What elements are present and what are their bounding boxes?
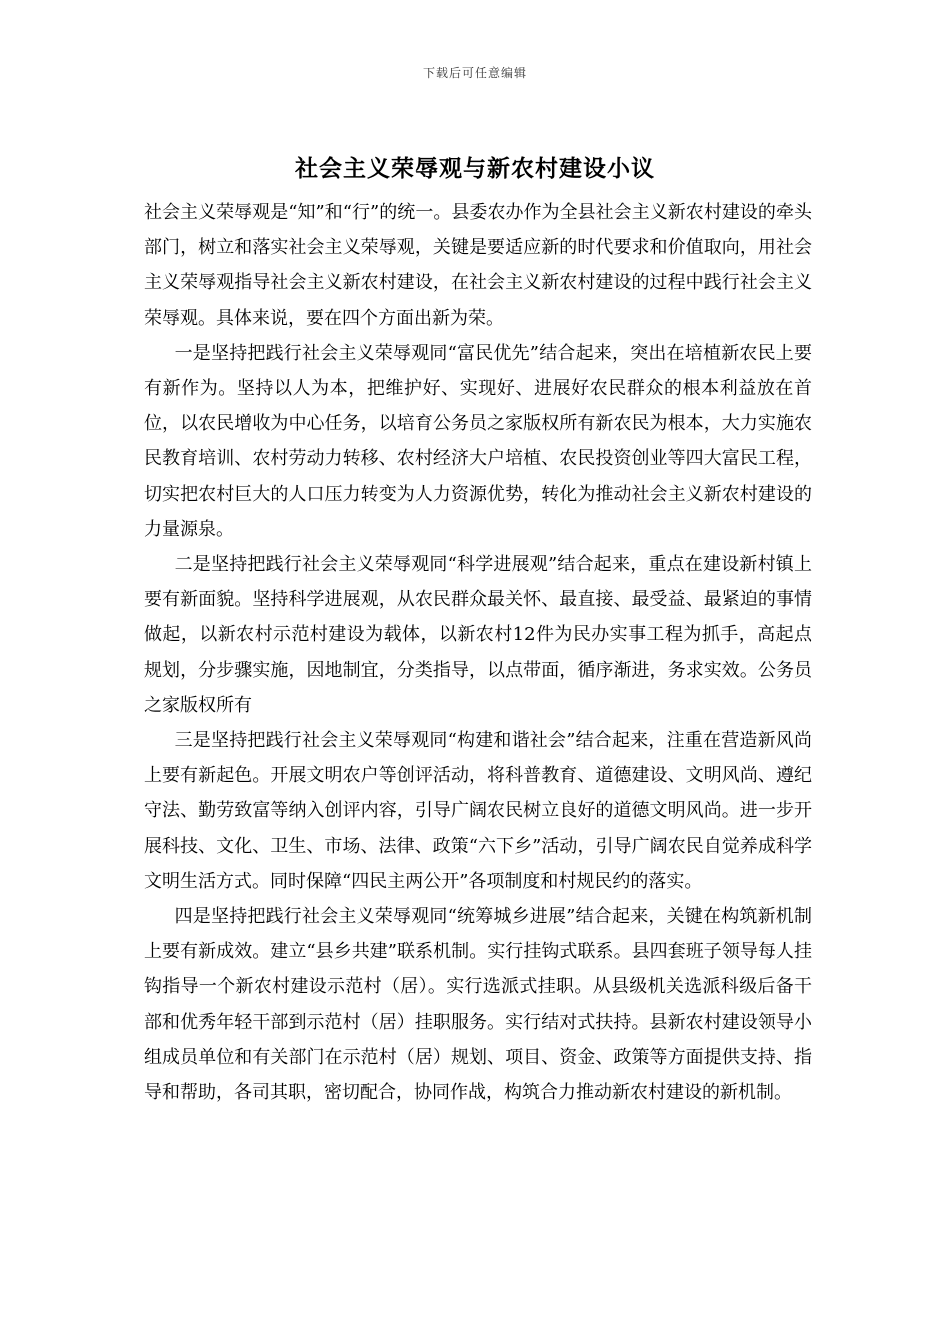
paragraph-3: 三是坚持把践行社会主义荣辱观同“构建和谐社会”结合起来，注重在营造新风尚上要有新起色。开展文明农户等创评活动，将科普教育、道德建设、文明风尚、遵纪守法、勤劳致富等纳入创评内容，引导广阔农民树立良好的道德文明风尚。进一步开展科技、文化、卫生、市场、法律、政策“六下乡”活动，引导广阔农民自觉养成科学文明生活方式。同时保障“四民主两公开”各项制度和村规民约的落实。 (144, 730, 812, 892)
paragraph-4: 四是坚持把践行社会主义荣辱观同“统筹城乡进展”结合起来，关键在构筑新机制上要有新成效。建立“县乡共建”联系机制。实行挂钩式联系。县四套班子领导每人挂钩指导一个新农村建设示范村（居）。实行选派式挂职。从县级机关选派科级后备干部和优秀年轻干部到示范村（居）挂职服务。实行结对式扶持。县新农村建设领导小组成员单位和有关部门在示范村（居）规划、项目、资金、政策等方面提供支持、指导和帮助，各司其职，密切配合，协同作战，构筑合力推动新农村建设的新机制。 (144, 906, 812, 1104)
paragraph-1: 一是坚持把践行社会主义荣辱观同“富民优先”结合起来，突出在培植新农民上要有新作为。坚持以人为本，把维护好、实现好、进展好农民群众的根本利益放在首位，以农民增收为中心任务，以培育公务员之家版权所有新农民为根本，大力实施农民教育培训、农村劳动力转移、农村经济大户培植、农民投资创业等四大富民工程，切实把农村巨大的人口压力转变为人力资源优势，转化为推动社会主义新农村建设的力量源泉。 (144, 342, 812, 540)
document-title: 社会主义荣辱观与新农村建设小议 (295, 156, 655, 182)
paragraph-2: 二是坚持把践行社会主义荣辱观同“科学进展观”结合起来，重点在建设新村镇上要有新面貌。坚持科学进展观，从农民群众最关怀、最直接、最受益、最紧迫的事情做起，以新农村示范村建设为载体，以新农村12件为民办实事工程为抓手，高起点规划，分步骤实施，因地制宜，分类指导，以点带面，循序渐进，务求实效。公务员之家版权所有 (144, 554, 812, 716)
header-note: 下载后可任意编辑 (422, 66, 527, 80)
document-body (144, 195, 812, 1110)
paragraph-intro: 社会主义荣辱观是“知”和“行”的统一。县委农办作为全县社会主义新农村建设的牵头部门，树立和落实社会主义荣辱观，关键是要适应新的时代要求和价值取向，用社会主义荣辱观指导社会主义新农村建设，在社会主义新农村建设的过程中践行社会主义荣辱观。具体来说，要在四个方面出新为荣。 (144, 202, 812, 329)
